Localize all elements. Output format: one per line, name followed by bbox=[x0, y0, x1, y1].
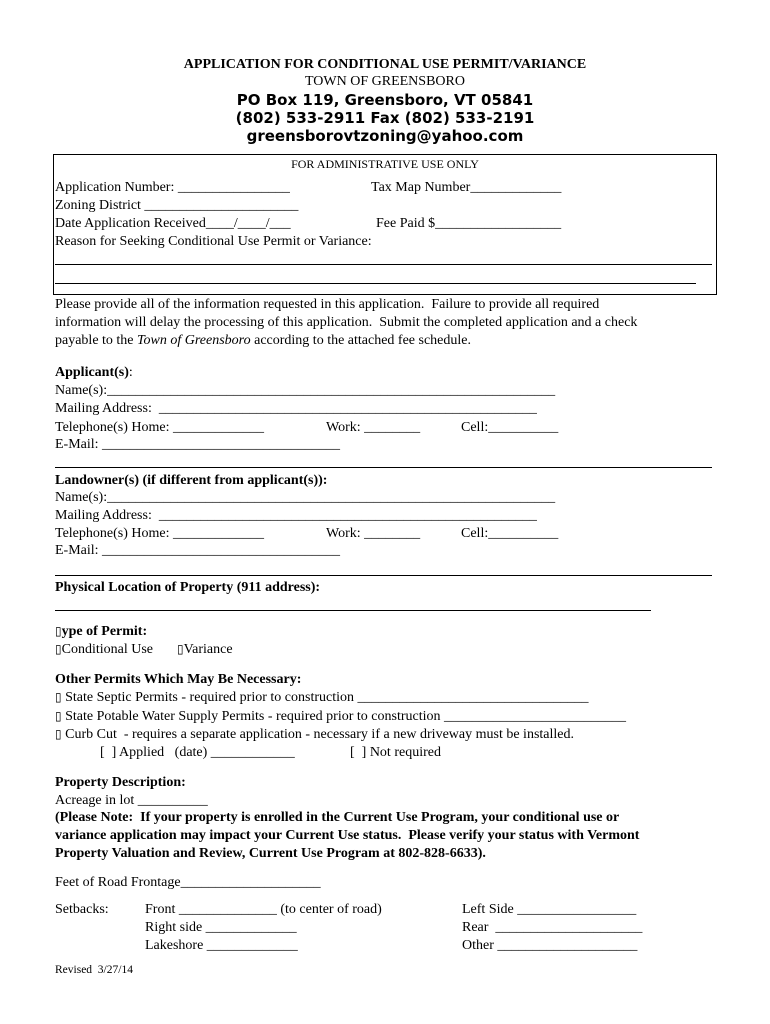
water-permit-label: State Potable Water Supply Permits - required prior to construction __________________________ bbox=[65, 709, 626, 724]
applicant-tel-work-field[interactable]: Work: ________ bbox=[326, 420, 421, 435]
intro-town-name: Town of Greensboro bbox=[137, 333, 251, 348]
applicant-heading-colon: : bbox=[128, 365, 133, 380]
curb-cut-applied-field[interactable]: [ ] Applied (date) ____________ bbox=[100, 745, 295, 760]
variance-label: Variance bbox=[183, 642, 233, 657]
water-checkbox-icon[interactable]: ▯ bbox=[55, 709, 62, 723]
applicant-names-field[interactable]: Name(s):________________________________________________________________ bbox=[55, 383, 556, 398]
variance-option[interactable] bbox=[177, 642, 233, 658]
intro-line-1: Please provide all of the information requested in this application. Failure to provide all required bbox=[55, 297, 600, 312]
intro-line-3 bbox=[55, 333, 471, 349]
variance-checkbox-icon[interactable]: ▯ bbox=[177, 642, 184, 656]
setback-left-field[interactable]: Left Side _________________ bbox=[462, 902, 637, 917]
location-address-field[interactable] bbox=[55, 610, 651, 611]
septic-permit-label: State Septic Permits - required prior to construction _________________________________ bbox=[65, 690, 589, 705]
form-title: APPLICATION FOR CONDITIONAL USE PERMIT/VARIANCE bbox=[183, 57, 587, 72]
section-divider-1 bbox=[55, 467, 712, 468]
other-permits-heading: Other Permits Which May Be Necessary: bbox=[55, 672, 302, 687]
location-heading: Physical Location of Property (911 address): bbox=[55, 580, 321, 595]
setback-rear-field[interactable]: Rear _____________________ bbox=[462, 920, 643, 935]
landowner-tel-work-field[interactable]: Work: ________ bbox=[326, 526, 421, 541]
landowner-heading: Landowner(s) (if different from applicant(s)): bbox=[55, 473, 328, 488]
admin-heading: FOR ADMINISTRATIVE USE ONLY bbox=[291, 157, 479, 171]
property-heading: Property Description: bbox=[55, 775, 186, 790]
town-email: greensborovtzoning@yahoo.com bbox=[246, 127, 524, 145]
applicant-email-field[interactable]: E-Mail: __________________________________ bbox=[55, 437, 341, 452]
conditional-use-option[interactable] bbox=[55, 642, 153, 658]
landowner-tel-home-field[interactable]: Telephone(s) Home: _____________ bbox=[55, 526, 264, 541]
curb-cut-checkbox-icon[interactable]: ▯ bbox=[55, 727, 62, 741]
section-divider-2 bbox=[55, 575, 712, 576]
conditional-use-checkbox-icon[interactable]: ▯ bbox=[55, 642, 62, 656]
town-address: PO Box 119, Greensboro, VT 05841 bbox=[236, 91, 534, 109]
setback-right-field[interactable]: Right side _____________ bbox=[145, 920, 297, 935]
tax-map-number-field[interactable]: Tax Map Number_____________ bbox=[371, 180, 562, 195]
intro-line-3-pre: payable to the bbox=[55, 333, 138, 348]
septic-permit-item[interactable] bbox=[55, 690, 589, 706]
intro-line-3-post: according to the attached fee schedule. bbox=[250, 333, 471, 348]
setback-lakeshore-field[interactable]: Lakeshore _____________ bbox=[145, 938, 298, 953]
setback-front-field[interactable]: Front ______________ (to center of road) bbox=[145, 902, 382, 917]
current-use-note-1: (Please Note: If your property is enrolled in the Current Use Program, your conditional use or bbox=[55, 810, 620, 825]
date-received-field[interactable]: Date Application Received____/____/___ bbox=[55, 216, 291, 231]
curb-cut-label: Curb Cut - requires a separate application - necessary if a new driveway must be installed. bbox=[65, 727, 574, 742]
applicant-heading bbox=[55, 365, 133, 381]
reason-line-2[interactable] bbox=[55, 283, 696, 284]
road-frontage-field[interactable]: Feet of Road Frontage____________________ bbox=[55, 875, 321, 890]
zoning-district-field[interactable]: Zoning District ______________________ bbox=[55, 198, 299, 213]
town-name: TOWN OF GREENSBORO bbox=[305, 74, 465, 89]
landowner-mailing-field[interactable]: Mailing Address: ______________________________________________________ bbox=[55, 508, 537, 523]
landowner-tel-cell-field[interactable]: Cell:__________ bbox=[461, 526, 559, 541]
setbacks-label: Setbacks: bbox=[55, 902, 109, 917]
current-use-note-3: Property Valuation and Review, Current Use Program at 802-828-6633). bbox=[55, 846, 486, 861]
revised-date: Revised 3/27/14 bbox=[55, 964, 133, 976]
landowner-names-field[interactable]: Name(s):________________________________________________________________ bbox=[55, 490, 556, 505]
acreage-field[interactable]: Acreage in lot __________ bbox=[55, 793, 208, 808]
reason-line-1[interactable] bbox=[55, 264, 712, 265]
intro-line-2: information will delay the processing of this application. Submit the completed application and a check bbox=[55, 315, 638, 330]
curb-cut-item[interactable] bbox=[55, 727, 574, 743]
applicant-heading-text: Applicant(s) bbox=[55, 365, 129, 380]
permit-type-heading bbox=[55, 624, 147, 640]
curb-cut-not-required-option[interactable]: [ ] Not required bbox=[350, 745, 441, 760]
town-phone-fax: (802) 533-2911 Fax (802) 533-2191 bbox=[235, 109, 535, 127]
fee-paid-field[interactable]: Fee Paid $__________________ bbox=[376, 216, 562, 231]
missing-glyph-icon: ▯ bbox=[55, 624, 62, 638]
water-permit-item[interactable] bbox=[55, 709, 626, 725]
applicant-mailing-field[interactable]: Mailing Address: ______________________________________________________ bbox=[55, 401, 537, 416]
reason-label: Reason for Seeking Conditional Use Permit or Variance: bbox=[55, 234, 372, 249]
current-use-note-2: variance application may impact your Current Use status. Please verify your status with Vermont bbox=[55, 828, 640, 843]
application-number-field[interactable]: Application Number: ________________ bbox=[55, 180, 290, 195]
applicant-tel-home-field[interactable]: Telephone(s) Home: _____________ bbox=[55, 420, 264, 435]
permit-type-heading-text: ype of Permit: bbox=[61, 624, 148, 639]
septic-checkbox-icon[interactable]: ▯ bbox=[55, 690, 62, 704]
landowner-email-field[interactable]: E-Mail: __________________________________ bbox=[55, 543, 341, 558]
setback-other-field[interactable]: Other ____________________ bbox=[462, 938, 638, 953]
conditional-use-label: Conditional Use bbox=[61, 642, 153, 657]
applicant-tel-cell-field[interactable]: Cell:__________ bbox=[461, 420, 559, 435]
